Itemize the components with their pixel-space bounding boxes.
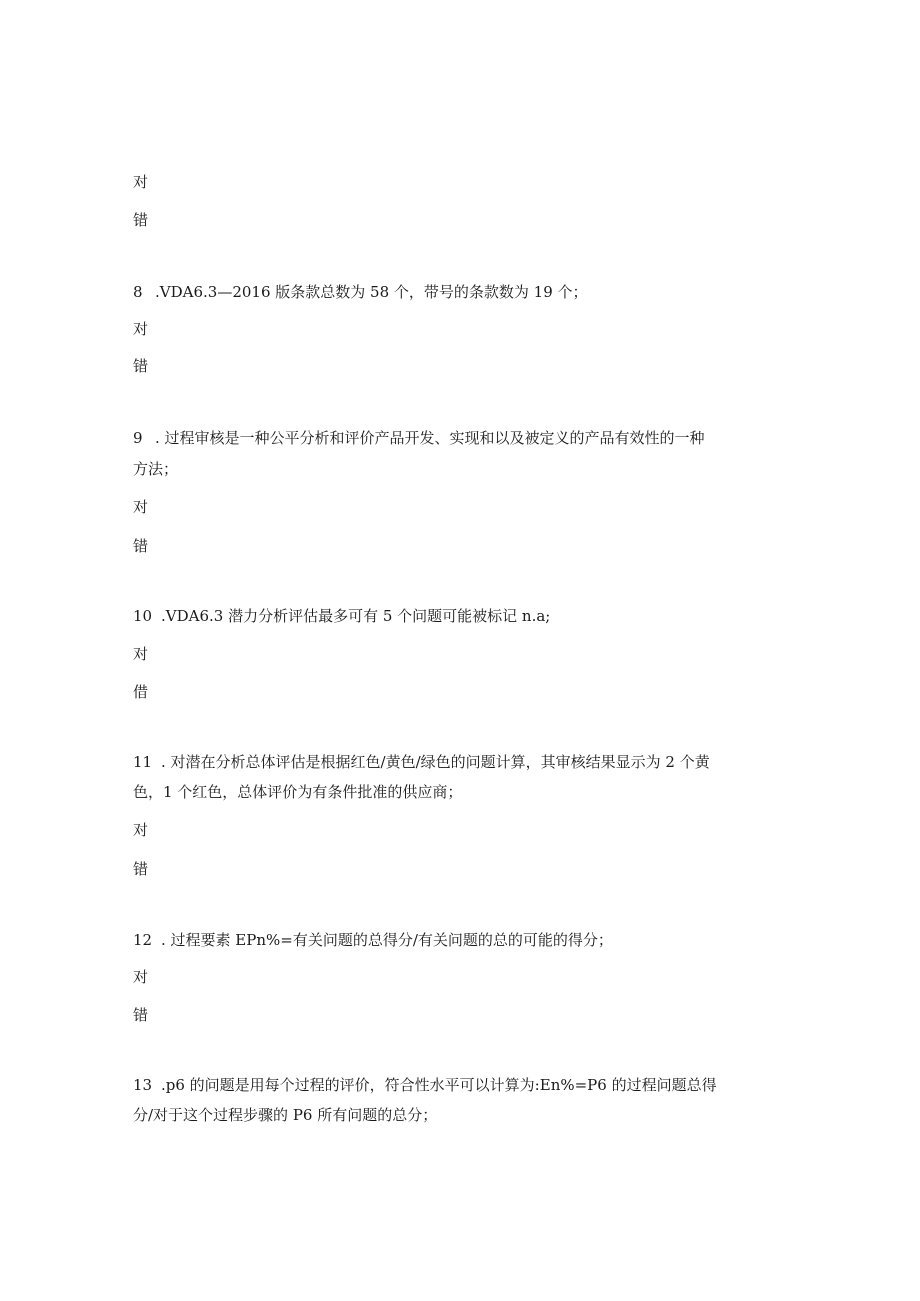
option-false: 错 bbox=[133, 1006, 149, 1024]
question-10 bbox=[133, 606, 550, 626]
option-false: 错 bbox=[133, 357, 149, 375]
question-number: 11 bbox=[133, 753, 153, 771]
question-13 bbox=[133, 1075, 717, 1095]
question-12 bbox=[133, 930, 613, 950]
question-number: 8 bbox=[133, 283, 143, 301]
question-text: .VDA6.3—2016 版条款总数为 58 个，带号的条款数为 19 个； bbox=[155, 283, 588, 301]
option-true: 对 bbox=[133, 645, 149, 663]
question-9 bbox=[133, 428, 705, 448]
question-text: . 对潜在分析总体评估是根据红色/黄色/绿色的问题计算，其审核结果显示为 2 个黄 bbox=[161, 753, 710, 771]
option-false: 借 bbox=[133, 683, 149, 701]
option-false: 错 bbox=[133, 211, 149, 229]
question-text-continued: 方法； bbox=[133, 460, 179, 478]
question-text-continued: 分/对于这个过程步骤的 P6 所有问题的总分； bbox=[133, 1106, 438, 1124]
question-number: 12 bbox=[133, 931, 153, 949]
question-text: .VDA6.3 潜力分析评估最多可有 5 个问题可能被标记 n.a; bbox=[161, 607, 551, 625]
question-number: 13 bbox=[133, 1076, 153, 1094]
option-true: 对 bbox=[133, 320, 149, 338]
option-true: 对 bbox=[133, 173, 149, 191]
option-true: 对 bbox=[133, 968, 149, 986]
question-11 bbox=[133, 752, 710, 772]
option-false: 错 bbox=[133, 860, 149, 878]
question-text: . 过程审核是一种公平分析和评价产品开发、实现和以及被定义的产品有效性的一种 bbox=[155, 429, 705, 447]
question-text: . 过程要素 EPn%=有关问题的总得分/有关问题的总的可能的得分； bbox=[161, 931, 613, 949]
question-8 bbox=[133, 282, 588, 302]
option-false: 错 bbox=[133, 537, 149, 555]
question-number: 9 bbox=[133, 429, 143, 447]
option-true: 对 bbox=[133, 821, 149, 839]
option-true: 对 bbox=[133, 498, 149, 516]
question-number: 10 bbox=[133, 607, 153, 625]
question-text-continued: 色，1 个红色，总体评价为有条件批准的供应商； bbox=[133, 783, 463, 801]
question-text: .p6 的问题是用每个过程的评价，符合性水平可以计算为:En%=P6 的过程问题总得 bbox=[161, 1076, 717, 1094]
